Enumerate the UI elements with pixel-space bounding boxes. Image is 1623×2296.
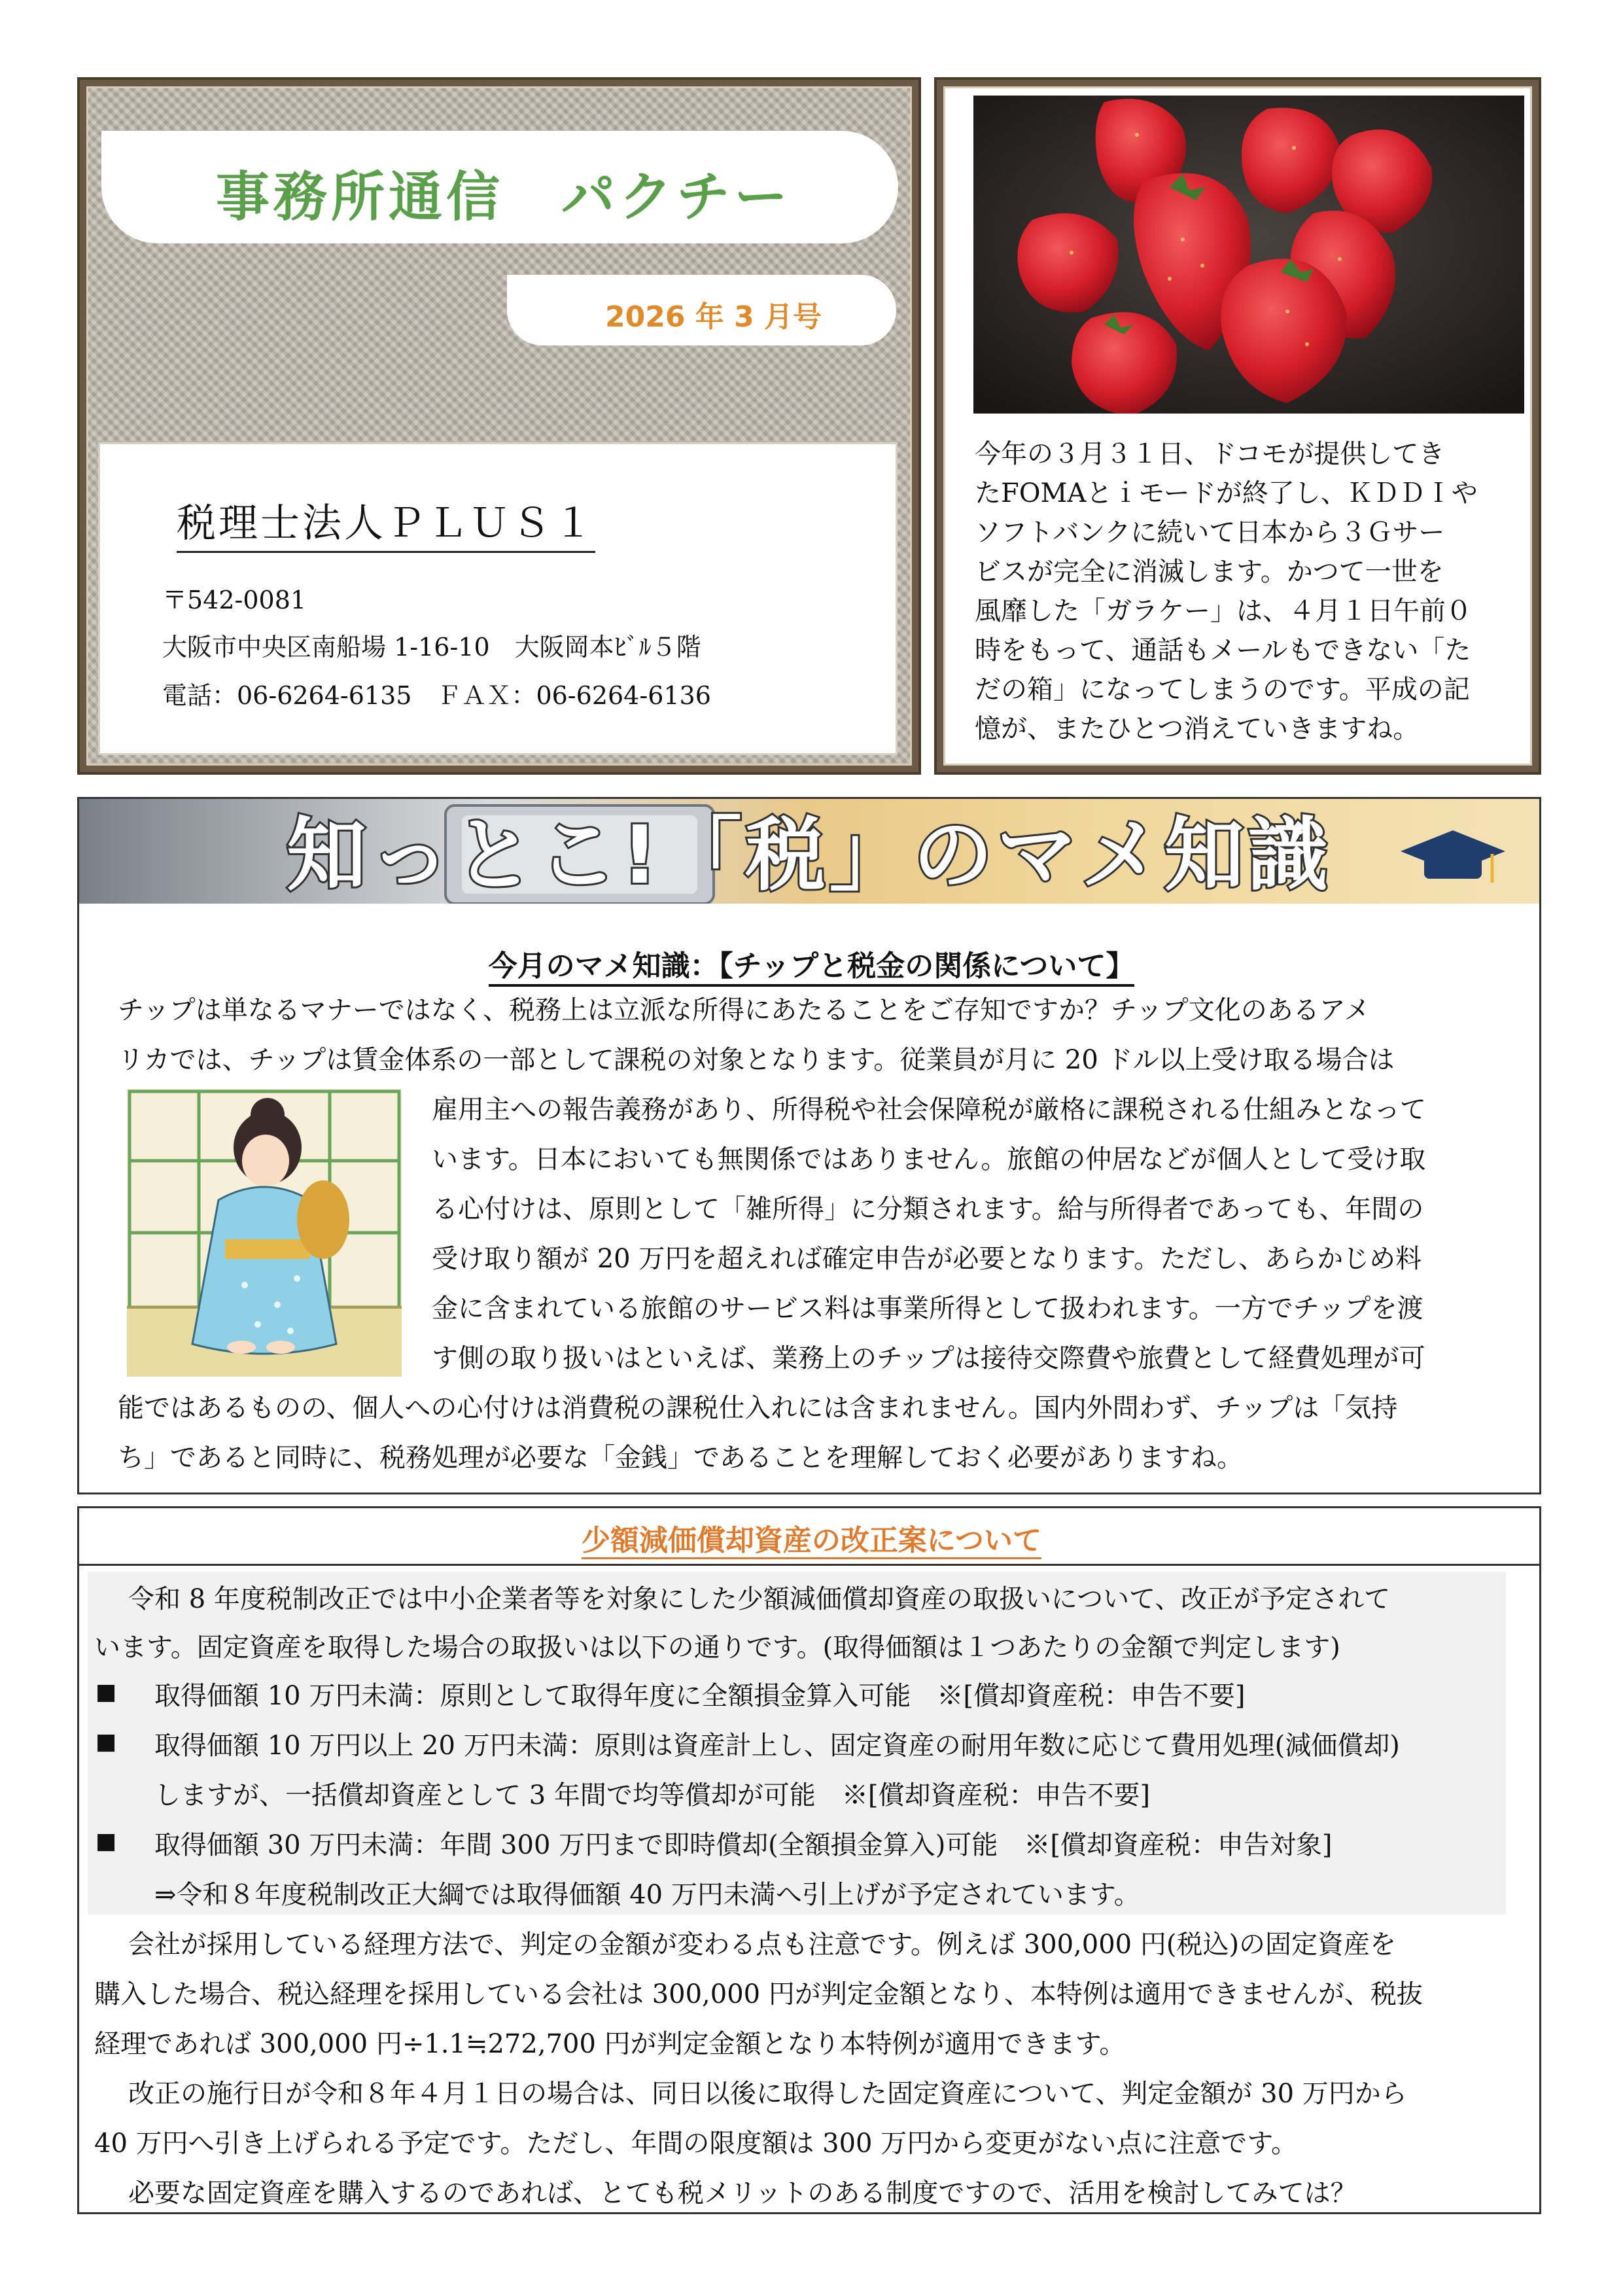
caption-line: 今年の３月３１日、ドコモが提供してき: [975, 439, 1445, 469]
tips-line: 受け取り額が 20 万円を超えれば確定申告が必要となります。ただし、あらかじめ料: [432, 1244, 1422, 1274]
depreciation-title: [0, 1517, 1623, 1559]
body-line: 会社が採用している経理方法で、判定の金額が変わる点も注意です。例えば 300,000 円(税込)の固定資産を: [128, 1930, 1397, 1960]
caption-line: 風靡した「ガラケー」は、４月１日午前０: [975, 596, 1472, 626]
office-phone-fax: 電話：06-6264-6135 ＦＡＸ：06-6264-6136: [162, 681, 711, 710]
caption-line: だの箱」になってしまうのです。平成の記: [975, 675, 1470, 705]
strawberries-photo: [973, 96, 1524, 414]
tips-line: 金に含まれている旅館のサービス料は事業所得として扱われます。一方でチップを渡: [432, 1294, 1423, 1324]
caption-line: ビスが完全に消滅します。かつて一世を: [975, 557, 1444, 587]
tips-line: 能ではあるものの、個人への心付けは消費税の課税仕入れには含まれません。国内外問わず、チップは「気持: [118, 1393, 1398, 1423]
body-line: 必要な固定資産を購入するのであれば、とても税メリットのある制度ですので、活用を検討してみては？: [128, 2178, 1357, 2208]
depreciation-title-text: 少額減価償却資産の改正案について: [582, 1524, 1041, 1559]
tax-tips-banner: [79, 799, 1539, 904]
tax-tips-heading: [0, 942, 1623, 984]
bullet-item: 取得価額 10 万円以上 20 万円未満：原則は資産計上し、固定資産の耐用年数に応じて費用処理(減価償却): [154, 1731, 1400, 1761]
office-postal: 〒542-0081: [162, 586, 307, 614]
tips-line: す側の取り扱いはといえば、業務上のチップは接待交際費や旅費として経費処理が可: [432, 1343, 1425, 1373]
tips-line: 雇用主への報告義務があり、所得税や社会保障税が厳格に課税される仕組みとなって: [432, 1095, 1426, 1125]
bullet-square-icon: ■: [96, 1679, 117, 1705]
office-address: 大阪市中央区南船場 1-16-10 大阪岡本ﾋﾞﾙ５階: [162, 633, 701, 662]
tips-line: リカでは、チップは賃金体系の一部として課税の対象となります。従業員が月に 20 ドル以上受け取る場合は: [118, 1045, 1395, 1075]
body-line: 改正の施行日が令和８年４月１日の場合は、同日以後に取得した固定資産について、判定金額が 30 万円から: [128, 2079, 1407, 2109]
bullet-item: 取得価額 10 万円未満：原則として取得年度に全額損金算入可能 ※[償却資産税：申告不要]: [154, 1681, 1246, 1711]
office-name: 税理士法人ＰＬＵＳ１: [177, 492, 595, 553]
issue-date: 2026 年 3 月号: [605, 300, 822, 334]
graduation-cap-icon: [1401, 830, 1505, 883]
kimono-illustration-art: [127, 1089, 402, 1377]
intro-line: います。固定資産を取得した場合の取扱いは以下の通りです。(取得価額は１つあたりの金額で判定します): [94, 1633, 1340, 1663]
caption-line: たFOMAとｉモードが終了し、ＫＤＤＩや: [975, 478, 1478, 508]
body-line: 40 万円へ引き上げられる予定です。ただし、年間の限度額は 300 万円から変更がない点に注意です。: [94, 2128, 1297, 2159]
body-line: 経理であれば 300,000 円÷1.1≒272,700 円が判定金額となり本特例が適用できます。: [94, 2029, 1126, 2059]
intro-line: 令和 8 年度税制改正では中小企業者等を対象にした少額減価償却資産の取扱いについて、改正が予定されて: [128, 1584, 1391, 1614]
bullet-item-continued: しますが、一括償却資産として 3 年間で均等償却が可能 ※[償却資産税：申告不要]: [154, 1780, 1151, 1810]
photo-caption: [975, 434, 1511, 749]
tips-line: います。日本においても無関係ではありません。旅館の仲居などが個人として受け取: [432, 1144, 1426, 1174]
kimono-woman-illustration: [127, 1089, 402, 1377]
amendment-note: ⇒令和８年度税制改正大綱では取得価額 40 万円未満へ引上げが予定されています。: [154, 1880, 1140, 1910]
caption-line: 憶が、またひとつ消えていきますね。: [975, 714, 1420, 744]
tax-tips-heading-text: 今月のマメ知識：【チップと税金の関係について】: [489, 949, 1135, 987]
bullet-square-icon: ■: [96, 1729, 117, 1755]
banner-art: [79, 799, 1539, 904]
strawberries-illustration: [973, 96, 1524, 414]
body-line: 購入した場合、税込経理を採用している会社は 300,000 円が判定金額となり、本特例は適用できませんが、税抜: [94, 1979, 1423, 2009]
caption-line: 時をもって、通話もメールもできない「た: [975, 635, 1471, 665]
tips-line: チップは単なるマナーではなく、税務上は立派な所得にあたることをご存知ですか？チップ文化のあるアメ: [118, 995, 1370, 1025]
newsletter-title: 事務所通信 パクチー: [216, 166, 792, 228]
banner-title: 知っとこ!「税」のマメ知識: [287, 809, 1332, 902]
tips-line: ち」であると同時に、税務処理が必要な「金銭」であることを理解しておく必要がありますね。: [118, 1443, 1243, 1473]
caption-line: ソフトバンクに続いて日本から３Ｇサー: [975, 518, 1445, 548]
tips-line: る心付けは、原則として「雑所得」に分類されます。給与所得者であっても、年間の: [432, 1194, 1424, 1224]
bullet-square-icon: ■: [96, 1828, 117, 1854]
bullet-item: 取得価額 30 万円未満：年間 300 万円まで即時償却(全額損金算入)可能 ※[償却資産税：申告対象]: [154, 1830, 1333, 1860]
